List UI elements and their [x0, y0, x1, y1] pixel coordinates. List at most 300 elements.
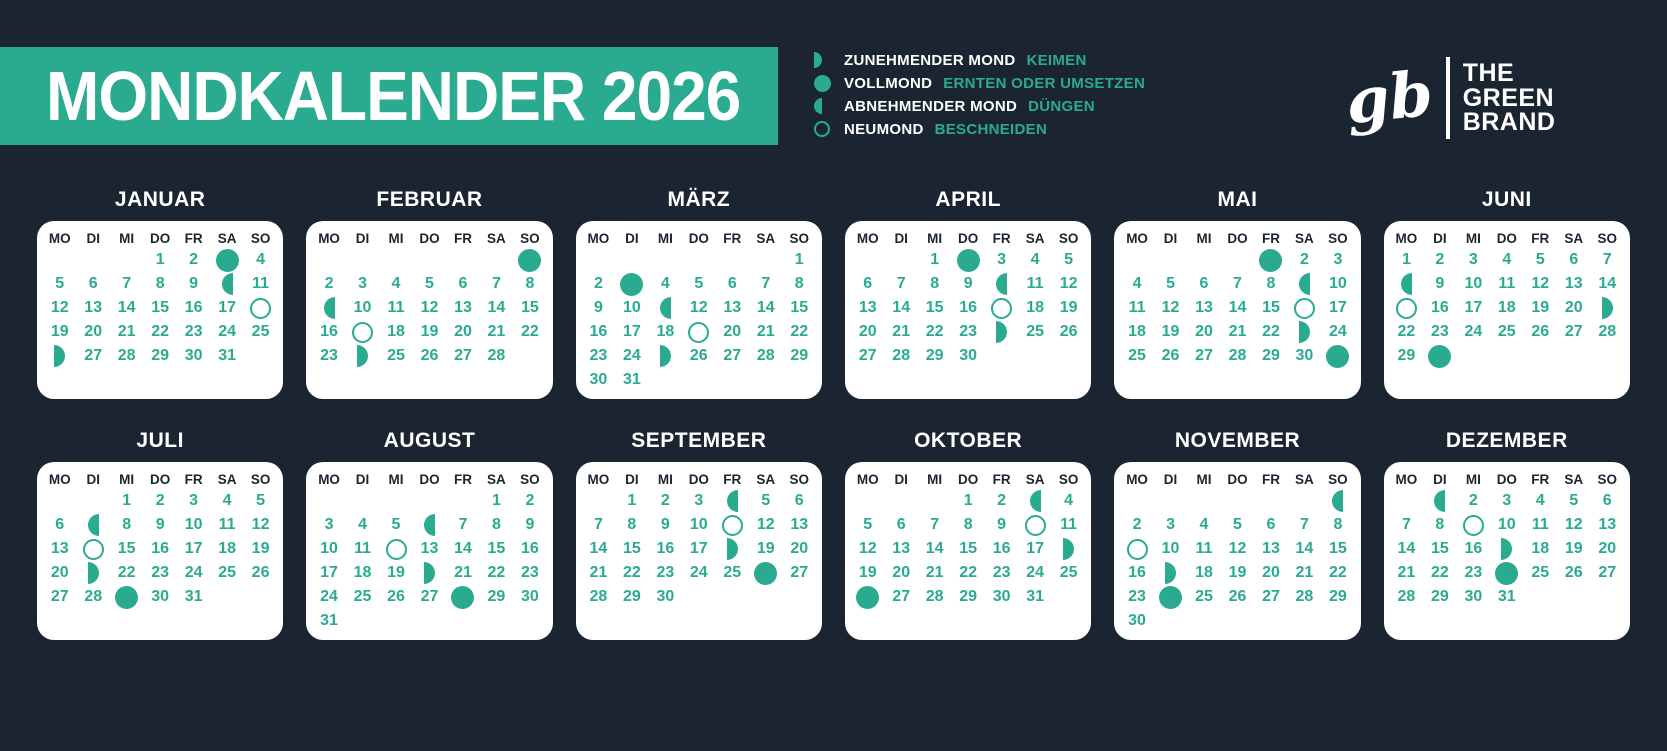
weekday-label: MO	[587, 472, 610, 487]
month-juli	[37, 429, 283, 640]
day-cell: 5	[391, 516, 401, 533]
empty-day-cell	[918, 489, 951, 513]
day-cell: 10	[1329, 275, 1347, 292]
weekday-label: MI	[1465, 472, 1481, 487]
brand-line: THE	[1462, 59, 1515, 88]
new-moon-icon	[1294, 298, 1315, 319]
month-card	[1114, 462, 1360, 640]
day-cell: 5	[55, 275, 65, 292]
legend-symbol	[814, 75, 844, 92]
day-cell: 25	[1497, 323, 1516, 340]
day-cell: 8	[794, 275, 804, 292]
day-cell: 14	[589, 540, 608, 557]
day-cell: 18	[1531, 540, 1550, 557]
empty-day-cell	[480, 248, 513, 272]
day-cell: 10	[353, 299, 372, 316]
header-band	[0, 47, 778, 145]
weekday-label: MO	[1395, 231, 1418, 246]
day-cell: 15	[117, 540, 136, 557]
day-cell: 8	[1333, 516, 1343, 533]
weekday-label: DO	[688, 472, 709, 487]
day-cell: 2	[1468, 492, 1478, 509]
day-cell: 19	[1161, 323, 1180, 340]
day-cell: 8	[155, 275, 165, 292]
day-cell: 13	[1564, 275, 1583, 292]
weekday-label: MI	[119, 231, 135, 246]
day-cell: 27	[1262, 588, 1280, 605]
day-cell: 5	[1233, 516, 1242, 533]
day-cell	[210, 272, 243, 296]
day-cell	[851, 585, 884, 609]
empty-day-cell	[582, 248, 615, 272]
day-cell: 21	[925, 564, 944, 581]
empty-day-cell	[1187, 489, 1220, 513]
month-juni	[1384, 188, 1630, 399]
day-cell: 11	[1195, 540, 1213, 557]
day-cell: 25	[1531, 564, 1550, 581]
day-cell: 29	[1397, 347, 1416, 364]
day-cell: 6	[88, 275, 98, 292]
day-cell	[985, 296, 1018, 320]
weekday-label: SO	[1597, 231, 1617, 246]
day-cell: 1	[122, 492, 132, 509]
day-cell	[1390, 272, 1423, 296]
weekday-label: MI	[1196, 231, 1212, 246]
day-cell: 17	[1464, 299, 1483, 316]
day-cell: 24	[622, 347, 641, 364]
waxing-moon-icon	[88, 562, 99, 584]
day-cell	[379, 537, 412, 561]
day-cell: 21	[892, 323, 911, 340]
day-cell	[682, 320, 715, 344]
weekday-label: MO	[48, 472, 71, 487]
month-grid	[1120, 469, 1354, 633]
day-cell: 6	[863, 275, 873, 292]
day-cell: 18	[1026, 299, 1044, 316]
day-cell: 12	[1564, 516, 1583, 533]
day-cell	[1018, 489, 1051, 513]
month-title: APRIL	[935, 188, 1001, 211]
weekday-label: FR	[453, 231, 472, 246]
day-cell: 21	[756, 323, 775, 340]
month-title: JANUAR	[114, 188, 206, 211]
month-grid	[43, 469, 277, 609]
day-cell: 14	[1598, 275, 1617, 292]
day-cell: 18	[353, 564, 372, 581]
new-moon-icon	[352, 322, 373, 343]
empty-day-cell	[43, 489, 76, 513]
day-cell: 8	[491, 516, 501, 533]
waxing-moon-icon	[54, 345, 65, 367]
weekday-label: MI	[927, 231, 943, 246]
day-cell: 14	[117, 299, 136, 316]
day-cell: 10	[1497, 516, 1516, 533]
empty-day-cell	[1187, 248, 1220, 272]
day-cell: 4	[1535, 492, 1545, 509]
weekday-label: SO	[250, 231, 271, 246]
day-cell	[649, 344, 682, 368]
full-moon-icon	[620, 273, 643, 296]
day-cell: 19	[1228, 564, 1247, 581]
new-moon-icon	[1025, 515, 1046, 536]
weekday-label: FR	[1531, 472, 1550, 487]
month-title: SEPTEMBER	[631, 429, 767, 452]
legend-phase-label: ABNEHMENDER MOND	[844, 97, 1018, 115]
new-moon-icon	[688, 322, 709, 343]
day-cell: 10	[689, 516, 708, 533]
day-cell	[649, 296, 682, 320]
waning-moon-icon	[1434, 490, 1445, 512]
day-cell: 15	[790, 299, 809, 316]
day-cell: 27	[454, 347, 472, 364]
day-cell	[1457, 513, 1490, 537]
day-cell: 23	[320, 347, 338, 364]
day-cell: 23	[656, 564, 675, 581]
day-cell: 22	[521, 323, 539, 340]
month-title: AUGUST	[383, 429, 476, 452]
waxing-moon-icon	[660, 345, 671, 367]
day-cell: 8	[627, 516, 637, 533]
day-cell: 28	[84, 588, 103, 605]
weekday-label: MO	[318, 472, 340, 487]
day-cell: 22	[925, 323, 944, 340]
day-cell	[76, 537, 109, 561]
day-cell: 11	[1060, 516, 1078, 533]
day-cell: 12	[420, 299, 439, 316]
day-cell: 9	[1435, 275, 1445, 292]
day-cell: 3	[1333, 251, 1343, 268]
day-cell	[346, 344, 379, 368]
day-cell: 17	[1329, 299, 1347, 316]
weekday-label: SA	[756, 231, 776, 246]
weekday-label: SA	[1564, 231, 1584, 246]
day-cell: 7	[1299, 516, 1309, 533]
month-card	[1114, 221, 1360, 399]
day-cell: 7	[122, 275, 132, 292]
full-moon-icon	[451, 586, 474, 609]
weekday-label: MI	[119, 472, 135, 487]
day-cell: 8	[1435, 516, 1445, 533]
day-cell: 25	[1128, 347, 1146, 364]
day-cell	[1288, 272, 1321, 296]
day-cell: 3	[1166, 516, 1175, 533]
day-cell: 9	[963, 275, 973, 292]
day-cell	[210, 248, 243, 272]
weekday-label: MI	[388, 472, 404, 487]
waxing-moon-icon	[424, 562, 435, 584]
day-cell: 12	[756, 516, 775, 533]
day-cell: 22	[1262, 323, 1280, 340]
day-cell: 16	[1430, 299, 1449, 316]
day-cell: 30	[184, 347, 203, 364]
day-cell: 27	[1564, 323, 1583, 340]
new-moon-icon	[250, 298, 271, 319]
full-moon-icon	[1159, 586, 1182, 609]
month-card	[306, 462, 552, 640]
day-cell: 22	[622, 564, 641, 581]
month-grid	[851, 228, 1085, 368]
weekday-label: SO	[789, 472, 809, 487]
day-cell: 1	[930, 251, 940, 268]
empty-day-cell	[110, 248, 143, 272]
day-cell: 2	[660, 492, 670, 509]
day-cell: 25	[1059, 564, 1078, 581]
empty-day-cell	[1390, 489, 1423, 513]
day-cell: 3	[694, 492, 704, 509]
day-cell: 18	[387, 323, 405, 340]
day-cell: 26	[387, 588, 405, 605]
day-cell: 1	[491, 492, 501, 509]
day-cell: 28	[892, 347, 911, 364]
day-cell: 27	[892, 588, 911, 605]
full-moon-icon	[754, 562, 777, 585]
weekday-label: DO	[419, 231, 440, 246]
day-cell: 10	[622, 299, 641, 316]
day-cell: 11	[1531, 516, 1549, 533]
legend-action-label: ERNTEN ODER UMSETZEN	[943, 74, 1146, 92]
day-cell	[716, 537, 749, 561]
day-cell	[43, 344, 76, 368]
empty-day-cell	[312, 248, 345, 272]
new-moon-icon	[991, 298, 1012, 319]
day-cell	[716, 489, 749, 513]
weekday-label: DO	[150, 472, 171, 487]
weekday-label: DI	[894, 472, 908, 487]
day-cell: 23	[1464, 564, 1483, 581]
day-cell: 4	[391, 275, 401, 292]
legend-symbol	[814, 52, 844, 68]
day-cell: 16	[151, 540, 170, 557]
day-cell: 17	[689, 540, 708, 557]
day-cell	[413, 513, 446, 537]
month-april	[845, 188, 1091, 399]
day-cell: 28	[756, 347, 775, 364]
empty-day-cell	[1120, 489, 1153, 513]
weekday-label: DO	[1227, 472, 1248, 487]
full-moon-icon	[957, 249, 980, 272]
day-cell: 25	[251, 323, 270, 340]
day-cell: 20	[50, 564, 69, 581]
weekday-label: SO	[520, 472, 540, 487]
weekday-label: MI	[657, 231, 673, 246]
day-cell: 29	[1430, 588, 1449, 605]
day-cell: 4	[1030, 251, 1040, 268]
day-cell: 16	[959, 299, 978, 316]
empty-day-cell	[346, 489, 379, 513]
day-cell: 8	[122, 516, 132, 533]
day-cell: 29	[1262, 347, 1280, 364]
day-cell: 16	[1128, 564, 1146, 581]
day-cell: 7	[1602, 251, 1612, 268]
day-cell	[1052, 537, 1085, 561]
day-cell	[244, 296, 277, 320]
day-cell: 14	[1295, 540, 1314, 557]
day-cell: 25	[387, 347, 405, 364]
day-cell: 22	[1397, 323, 1416, 340]
day-cell: 5	[256, 492, 266, 509]
weekday-label: MI	[1465, 231, 1481, 246]
day-cell	[1254, 248, 1287, 272]
weekday-label: DI	[1163, 472, 1178, 487]
weekday-label: DO	[1496, 231, 1517, 246]
day-cell: 2	[997, 492, 1007, 509]
day-cell: 6	[1602, 492, 1612, 509]
month-grid	[582, 469, 816, 609]
day-cell: 1	[1401, 251, 1411, 268]
gb-monogram-icon: gb	[1342, 56, 1437, 139]
day-cell: 26	[1228, 588, 1247, 605]
waning-moon-icon	[814, 98, 822, 114]
day-cell: 26	[251, 564, 270, 581]
new-moon-icon	[1396, 298, 1417, 319]
empty-day-cell	[716, 248, 749, 272]
day-cell: 29	[622, 588, 641, 605]
month-märz	[576, 188, 822, 399]
day-cell: 30	[1295, 347, 1314, 364]
day-cell: 16	[320, 323, 338, 340]
day-cell: 2	[324, 275, 334, 292]
month-title: JULI	[136, 429, 184, 452]
month-november	[1114, 429, 1360, 640]
month-card	[306, 221, 552, 399]
day-cell: 15	[959, 540, 978, 557]
day-cell: 29	[487, 588, 506, 605]
day-cell: 27	[790, 564, 809, 581]
day-cell: 22	[151, 323, 170, 340]
day-cell: 21	[589, 564, 608, 581]
empty-day-cell	[851, 489, 884, 513]
day-cell: 2	[1299, 251, 1309, 268]
day-cell: 29	[151, 347, 170, 364]
day-cell	[513, 248, 546, 272]
day-cell: 21	[1228, 323, 1247, 340]
empty-day-cell	[851, 248, 884, 272]
day-cell	[110, 585, 143, 609]
month-grid	[1390, 469, 1624, 609]
day-cell: 2	[525, 492, 535, 509]
day-cell: 5	[425, 275, 434, 292]
day-cell: 13	[84, 299, 103, 316]
day-cell: 5	[1569, 492, 1579, 509]
day-cell: 13	[790, 516, 809, 533]
day-cell: 20	[1564, 299, 1583, 316]
weekday-label: FR	[723, 231, 742, 246]
day-cell	[413, 561, 446, 585]
empty-day-cell	[379, 248, 412, 272]
day-cell: 27	[723, 347, 742, 364]
empty-day-cell	[446, 489, 479, 513]
weekday-label: SO	[250, 472, 271, 487]
day-cell: 28	[589, 588, 608, 605]
month-grid	[43, 228, 277, 368]
full-moon-icon	[1428, 345, 1451, 368]
day-cell: 14	[1228, 299, 1247, 316]
empty-day-cell	[379, 489, 412, 513]
day-cell: 27	[1195, 347, 1213, 364]
weekday-label: DI	[1433, 472, 1447, 487]
weekday-label: SA	[487, 472, 506, 487]
day-cell: 15	[925, 299, 944, 316]
month-september	[576, 429, 822, 640]
day-cell: 5	[1166, 275, 1175, 292]
day-cell: 31	[218, 347, 236, 364]
full-moon-icon	[1495, 562, 1518, 585]
day-cell: 30	[589, 371, 608, 388]
day-cell	[1490, 561, 1523, 585]
month-title: FEBRUAR	[376, 188, 483, 211]
weekday-label: DI	[86, 231, 100, 246]
day-cell: 12	[50, 299, 69, 316]
logo-divider	[1446, 57, 1450, 139]
day-cell: 20	[858, 323, 877, 340]
new-moon-icon	[1127, 539, 1148, 560]
weekday-label: DI	[355, 231, 370, 246]
day-cell: 7	[896, 275, 906, 292]
weekday-label: SO	[520, 231, 540, 246]
day-cell	[1423, 344, 1456, 368]
brand-line: GREEN	[1462, 83, 1555, 112]
day-cell: 12	[1161, 299, 1180, 316]
full-moon-icon	[216, 249, 239, 272]
day-cell: 25	[1195, 588, 1213, 605]
empty-day-cell	[312, 489, 345, 513]
day-cell: 12	[251, 516, 270, 533]
day-cell: 4	[1199, 516, 1209, 533]
day-cell: 1	[963, 492, 973, 509]
day-cell	[1321, 344, 1354, 368]
day-cell: 15	[1430, 540, 1449, 557]
day-cell: 17	[218, 299, 236, 316]
waning-moon-icon	[1030, 490, 1041, 512]
day-cell: 4	[660, 275, 670, 292]
empty-day-cell	[76, 489, 109, 513]
weekday-label: MI	[927, 472, 943, 487]
day-cell: 15	[521, 299, 539, 316]
day-cell: 5	[863, 516, 873, 533]
day-cell: 4	[358, 516, 367, 533]
month-card	[576, 221, 822, 399]
weekday-label: DI	[894, 231, 908, 246]
day-cell: 2	[189, 251, 199, 268]
weekday-label: SO	[1597, 472, 1617, 487]
day-cell: 3	[324, 516, 334, 533]
weekday-label: MO	[1126, 472, 1148, 487]
weekday-label: MO	[48, 231, 71, 246]
day-cell: 1	[794, 251, 804, 268]
day-cell: 9	[997, 516, 1007, 533]
month-grid	[312, 469, 546, 633]
day-cell: 28	[117, 347, 136, 364]
day-cell: 29	[1329, 588, 1347, 605]
empty-day-cell	[1254, 489, 1287, 513]
day-cell: 30	[656, 588, 675, 605]
empty-day-cell	[1154, 248, 1187, 272]
day-cell	[1423, 489, 1456, 513]
month-grid	[1390, 228, 1624, 368]
empty-day-cell	[346, 248, 379, 272]
month-title: OKTOBER	[914, 429, 1023, 452]
day-cell: 16	[656, 540, 675, 557]
weekday-label: DI	[355, 472, 370, 487]
waning-moon-icon	[1299, 273, 1310, 295]
day-cell: 21	[454, 564, 472, 581]
empty-day-cell	[749, 248, 782, 272]
empty-day-cell	[43, 248, 76, 272]
legend-action-label: DÜNGEN	[1028, 97, 1095, 115]
day-cell: 8	[1266, 275, 1276, 292]
weekday-label: MI	[657, 472, 673, 487]
day-cell: 17	[184, 540, 203, 557]
